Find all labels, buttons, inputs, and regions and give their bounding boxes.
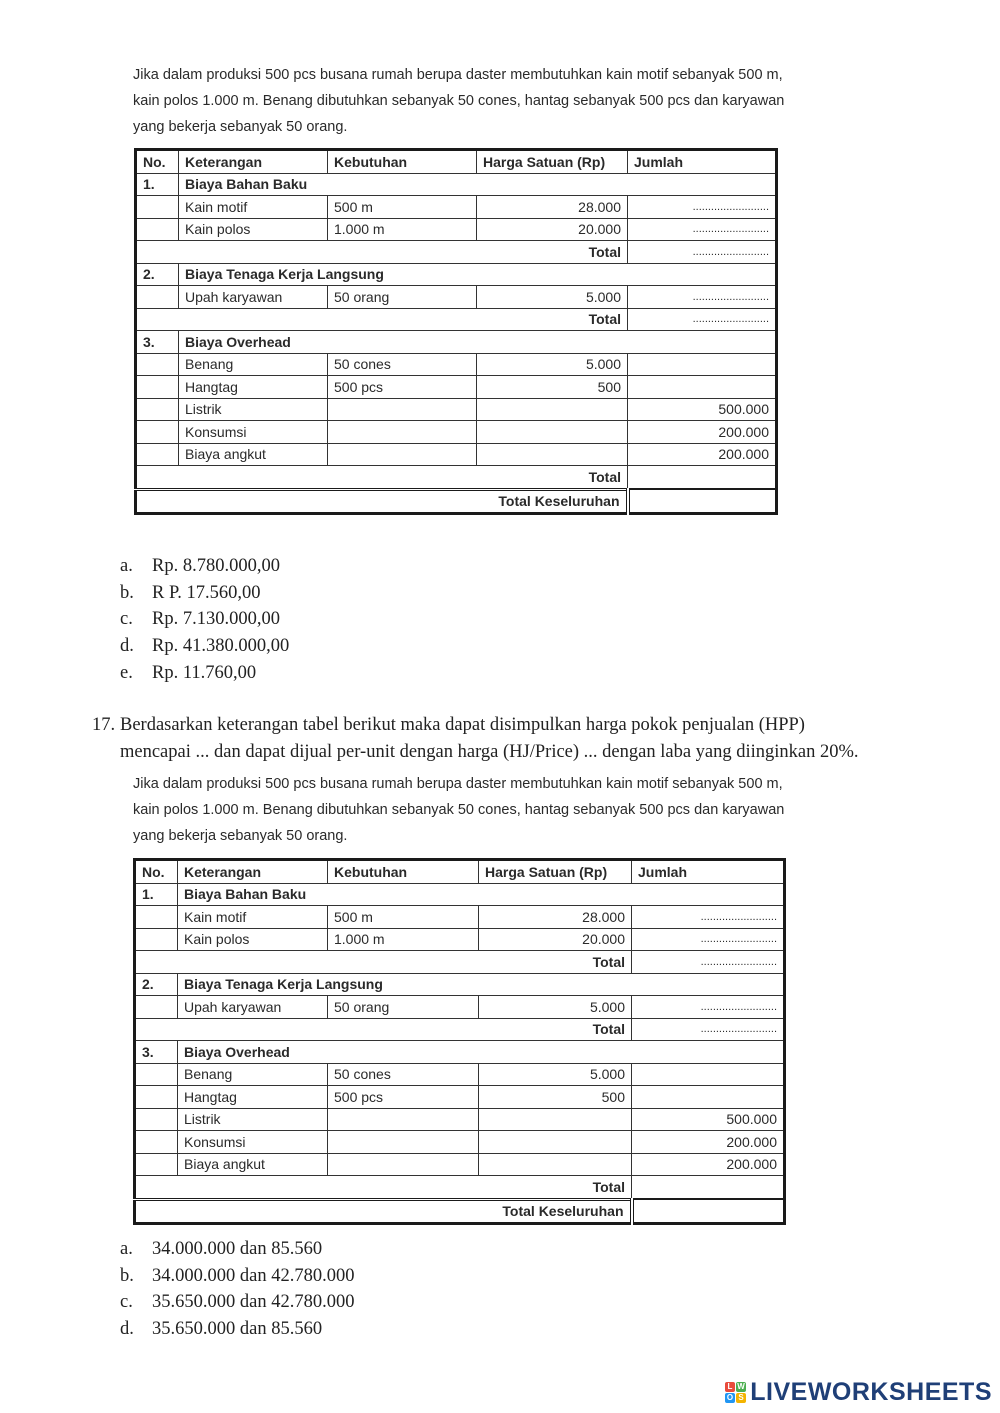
cell-keterangan: Upah karyawan xyxy=(179,286,328,309)
total-row xyxy=(135,1176,785,1200)
grand-total-row xyxy=(136,489,777,514)
section-title: Biaya Tenaga Kerja Langsung xyxy=(179,263,777,286)
cell-keterangan: Biaya angkut xyxy=(179,443,328,466)
section-no: 2. xyxy=(136,263,179,286)
intro-line-1: Jika dalam produksi 500 pcs busana rumah berupa daster membutuhkan kain motif sebanyak 500 m, xyxy=(133,67,783,83)
cell-keterangan: Hangtag xyxy=(178,1086,328,1109)
cell-harga xyxy=(479,1131,632,1154)
cell-kebutuhan: 50 orang xyxy=(328,996,479,1019)
cell-harga: 5.000 xyxy=(477,286,628,309)
cell-harga: 5.000 xyxy=(479,1063,632,1086)
option-d[interactable]: d. 35.650.000 dan 85.560 xyxy=(120,1319,323,1340)
cell-kebutuhan: 50 cones xyxy=(328,353,477,376)
cell-kebutuhan xyxy=(328,1108,479,1131)
table-row xyxy=(135,906,785,929)
section-no: 1. xyxy=(136,173,179,196)
option-text: Rp. 7.130.000,00 xyxy=(152,609,280,630)
option-text: Rp. 41.380.000,00 xyxy=(152,636,290,657)
section-title: Biaya Overhead xyxy=(179,331,777,354)
cell-kebutuhan: 500 m xyxy=(328,906,479,929)
intro-line-3: yang bekerja sebanyak 50 orang. xyxy=(133,828,348,844)
total-blank[interactable]: ......................... xyxy=(632,1018,785,1041)
cell-harga: 5.000 xyxy=(477,353,628,376)
total-blank[interactable] xyxy=(628,466,777,490)
header-harga-satuan: Harga Satuan (Rp) xyxy=(479,860,632,884)
brand-name: LIVEWORKSHEETS xyxy=(750,1378,992,1406)
table-row xyxy=(136,443,777,466)
cell-jumlah xyxy=(632,1063,785,1086)
header-harga-satuan: Harga Satuan (Rp) xyxy=(477,150,628,174)
cell-harga xyxy=(479,1153,632,1176)
cell-jumlah-blank[interactable]: ......................... xyxy=(632,906,785,929)
liveworksheets-icon: L W O S xyxy=(726,1382,746,1402)
option-text: 34.000.000 dan 42.780.000 xyxy=(152,1265,355,1286)
cell-jumlah: 500.000 xyxy=(632,1108,785,1131)
header-no: No. xyxy=(136,150,179,174)
option-c[interactable]: c. Rp. 7.130.000,00 xyxy=(120,609,280,630)
question-line-2: mencapai ... dan dapat dijual per-unit dengan harga (HJ/Price) ... dengan laba yang diinginkan 20%. xyxy=(120,742,859,762)
section-title: Biaya Bahan Baku xyxy=(178,883,785,906)
section-title: Biaya Bahan Baku xyxy=(179,173,777,196)
cell-jumlah: 200.000 xyxy=(628,421,777,444)
cell-keterangan: Upah karyawan xyxy=(178,996,328,1019)
problem-intro-1 xyxy=(133,62,873,140)
intro-line-2: kain polos 1.000 m. Benang dibutuhkan sebanyak 50 cones, hantag sebanyak 500 pcs dan karyawan xyxy=(133,93,785,109)
table-row xyxy=(136,218,777,241)
section-row xyxy=(135,1041,785,1064)
cell-jumlah-blank[interactable]: ......................... xyxy=(628,196,777,219)
cell-jumlah xyxy=(632,1086,785,1109)
cell-kebutuhan xyxy=(328,443,477,466)
option-text: 35.650.000 dan 85.560 xyxy=(152,1319,323,1340)
table-header-row xyxy=(135,860,785,884)
cell-keterangan: Konsumsi xyxy=(178,1131,328,1154)
total-label: Total xyxy=(135,1176,632,1200)
section-title: Biaya Tenaga Kerja Langsung xyxy=(178,973,785,996)
cell-harga: 500 xyxy=(479,1086,632,1109)
total-label: Total xyxy=(136,241,628,264)
grand-total-label: Total Keseluruhan xyxy=(136,489,628,514)
total-label: Total xyxy=(136,466,628,490)
cell-keterangan: Benang xyxy=(179,353,328,376)
cell-kebutuhan: 1.000 m xyxy=(328,218,477,241)
total-row xyxy=(135,951,785,974)
cell-keterangan: Kain polos xyxy=(179,218,328,241)
option-text: 35.650.000 dan 42.780.000 xyxy=(152,1292,355,1313)
table-row xyxy=(136,398,777,421)
question-17 xyxy=(92,712,972,766)
grand-total-blank[interactable] xyxy=(628,489,777,514)
cell-jumlah: 200.000 xyxy=(632,1153,785,1176)
cell-harga xyxy=(477,398,628,421)
cost-table-2 xyxy=(133,858,786,1225)
option-e[interactable]: e. Rp. 11.760,00 xyxy=(120,662,257,683)
cell-kebutuhan xyxy=(328,1131,479,1154)
intro-line-2: kain polos 1.000 m. Benang dibutuhkan sebanyak 50 cones, hantag sebanyak 500 pcs dan karyawan xyxy=(133,802,785,818)
cell-kebutuhan: 1.000 m xyxy=(328,928,479,951)
total-label: Total xyxy=(135,951,632,974)
total-label: Total xyxy=(135,1018,632,1041)
grand-total-row xyxy=(135,1199,785,1224)
cell-keterangan: Listrik xyxy=(179,398,328,421)
section-row xyxy=(135,883,785,906)
cell-keterangan: Kain motif xyxy=(178,906,328,929)
total-row xyxy=(136,308,777,331)
question-number: 17. xyxy=(92,715,116,735)
section-row xyxy=(136,331,777,354)
table-row xyxy=(135,1063,785,1086)
cell-kebutuhan: 50 orang xyxy=(328,286,477,309)
cell-jumlah-blank[interactable]: ......................... xyxy=(632,928,785,951)
cell-harga: 28.000 xyxy=(479,906,632,929)
total-blank[interactable]: ......................... xyxy=(632,951,785,974)
header-jumlah: Jumlah xyxy=(632,860,785,884)
cell-harga: 5.000 xyxy=(479,996,632,1019)
problem-intro-2 xyxy=(133,771,873,849)
total-label: Total xyxy=(136,308,628,331)
total-blank[interactable]: ......................... xyxy=(628,241,777,264)
table-row xyxy=(136,353,777,376)
section-row xyxy=(136,173,777,196)
cell-jumlah xyxy=(628,353,777,376)
section-no: 2. xyxy=(135,973,178,996)
grand-total-label: Total Keseluruhan xyxy=(135,1199,632,1224)
cell-kebutuhan xyxy=(328,421,477,444)
section-no: 3. xyxy=(136,331,179,354)
cell-kebutuhan xyxy=(328,398,477,421)
option-c[interactable]: c. 35.650.000 dan 42.780.000 xyxy=(120,1292,355,1313)
header-keterangan: Keterangan xyxy=(178,860,328,884)
option-text: Rp. 11.760,00 xyxy=(152,662,257,683)
option-text: R P. 17.560,00 xyxy=(152,582,261,603)
option-b[interactable]: b. R P. 17.560,00 xyxy=(120,582,261,603)
cell-jumlah: 500.000 xyxy=(628,398,777,421)
section-title: Biaya Overhead xyxy=(178,1041,785,1064)
total-row xyxy=(136,466,777,490)
table-row xyxy=(135,996,785,1019)
grand-total-blank[interactable] xyxy=(632,1199,785,1224)
cell-kebutuhan xyxy=(328,1153,479,1176)
header-keterangan: Keterangan xyxy=(179,150,328,174)
section-row xyxy=(136,263,777,286)
total-blank[interactable]: ......................... xyxy=(628,308,777,331)
cell-harga: 20.000 xyxy=(479,928,632,951)
cell-harga: 500 xyxy=(477,376,628,399)
table-row xyxy=(135,928,785,951)
table-row xyxy=(135,1108,785,1131)
cell-keterangan: Biaya angkut xyxy=(178,1153,328,1176)
cell-keterangan: Kain motif xyxy=(179,196,328,219)
cell-keterangan: Konsumsi xyxy=(179,421,328,444)
q17-options xyxy=(120,1236,354,1343)
section-row xyxy=(135,973,785,996)
option-text: Rp. 8.780.000,00 xyxy=(152,556,280,576)
option-b[interactable]: b. 34.000.000 dan 42.780.000 xyxy=(120,1265,355,1286)
cell-jumlah: 200.000 xyxy=(632,1131,785,1154)
q16-options xyxy=(120,553,289,687)
cell-harga xyxy=(477,421,628,444)
cell-harga xyxy=(479,1108,632,1131)
header-kebutuhan: Kebutuhan xyxy=(328,860,479,884)
cell-kebutuhan: 500 pcs xyxy=(328,1086,479,1109)
total-blank[interactable] xyxy=(632,1176,785,1200)
option-d[interactable]: d. Rp. 41.380.000,00 xyxy=(120,636,290,657)
option-a[interactable]: a. Rp. 8.780.000,00 xyxy=(120,556,280,576)
header-kebutuhan: Kebutuhan xyxy=(328,150,477,174)
cell-jumlah xyxy=(628,376,777,399)
cell-harga xyxy=(477,443,628,466)
cell-keterangan: Listrik xyxy=(178,1108,328,1131)
cell-kebutuhan: 500 m xyxy=(328,196,477,219)
cell-harga: 28.000 xyxy=(477,196,628,219)
question-line-1: Berdasarkan keterangan tabel berikut maka dapat disimpulkan harga pokok penjualan (HPP) xyxy=(120,715,805,735)
table-row xyxy=(135,1153,785,1176)
total-row xyxy=(136,241,777,264)
cell-kebutuhan: 50 cones xyxy=(328,1063,479,1086)
table-row xyxy=(136,196,777,219)
cell-jumlah-blank[interactable]: ......................... xyxy=(632,996,785,1019)
table-row xyxy=(136,376,777,399)
cell-keterangan: Hangtag xyxy=(179,376,328,399)
option-text: 34.000.000 dan 85.560 xyxy=(152,1239,323,1259)
option-a[interactable]: a. 34.000.000 dan 85.560 xyxy=(120,1239,323,1259)
cell-kebutuhan: 500 pcs xyxy=(328,376,477,399)
cell-keterangan: Kain polos xyxy=(178,928,328,951)
liveworksheets-logo xyxy=(725,1378,992,1407)
table-row xyxy=(136,421,777,444)
cell-harga: 20.000 xyxy=(477,218,628,241)
cost-table-1 xyxy=(134,148,778,515)
header-no: No. xyxy=(135,860,178,884)
section-no: 1. xyxy=(135,883,178,906)
section-no: 3. xyxy=(135,1041,178,1064)
table-row xyxy=(135,1131,785,1154)
table-row xyxy=(136,286,777,309)
intro-line-1: Jika dalam produksi 500 pcs busana rumah berupa daster membutuhkan kain motif sebanyak 500 m, xyxy=(133,776,783,792)
table-header-row xyxy=(136,150,777,174)
cell-jumlah-blank[interactable]: ......................... xyxy=(628,218,777,241)
table-row xyxy=(135,1086,785,1109)
header-jumlah: Jumlah xyxy=(628,150,777,174)
cell-keterangan: Benang xyxy=(178,1063,328,1086)
cell-jumlah-blank[interactable]: ......................... xyxy=(628,286,777,309)
cell-jumlah: 200.000 xyxy=(628,443,777,466)
total-row xyxy=(135,1018,785,1041)
intro-line-3: yang bekerja sebanyak 50 orang. xyxy=(133,119,348,135)
